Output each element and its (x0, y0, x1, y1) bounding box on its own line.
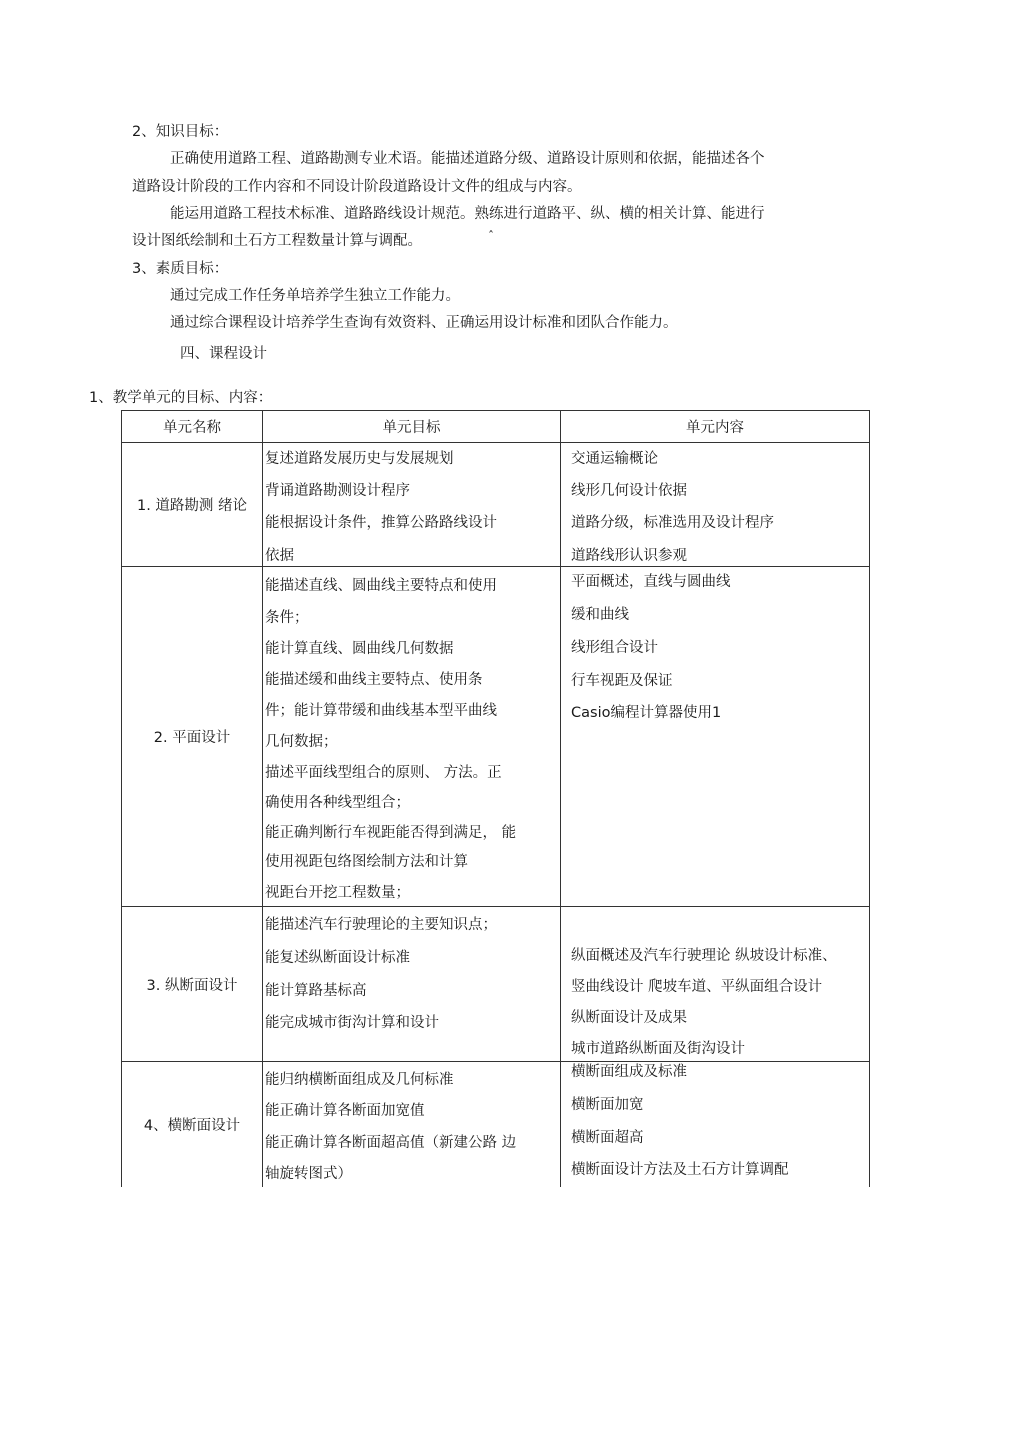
unit-name-cell: 3. 纵断面设计 (122, 907, 263, 1062)
content-line: 横断面组成及标准 (571, 1064, 687, 1080)
knowledge-paragraph-2-line-1: 能运用道路工程技术标准、道路路线设计规范。熟练进行道路平、纵、横的相关计算、能进行 (170, 206, 765, 222)
content-line: 横断面超高 (571, 1130, 644, 1146)
quality-line-2: 通过综合课程设计培养学生查询有效资料、正确运用设计标准和团队合作能力。 (170, 315, 678, 331)
content-line: Casio编程计算器使用1 (571, 705, 722, 721)
unit-name-cell: 2. 平面设计 (122, 567, 263, 907)
unit-contents-cell (561, 567, 870, 907)
content-line: 道路线形认识参观 (571, 548, 687, 564)
table-row (122, 443, 870, 567)
content-line: 行车视距及保证 (571, 673, 673, 689)
goal-line: 能描述缓和曲线主要特点、使用条 (265, 672, 483, 688)
knowledge-paragraph-1-line-2: 道路设计阶段的工作内容和不同设计阶段道路设计文件的组成与内容。 (132, 179, 582, 195)
table-header-row (122, 411, 870, 443)
content-line: 交通运输概论 (571, 451, 658, 467)
teaching-units-table (121, 410, 870, 1187)
table-caption: 1、教学单元的目标、内容： (89, 390, 273, 406)
content-line: 纵断面设计及成果 (571, 1010, 687, 1026)
goal-line: 件；能计算带缓和曲线基本型平曲线 (265, 703, 497, 719)
table-row (122, 567, 870, 907)
content-line: 城市道路纵断面及街沟设计 (571, 1041, 745, 1057)
unit-name-cell: 1. 道路勘测 绪论 (122, 443, 263, 567)
goal-line: 能根据设计条件，推算公路路线设计 (265, 515, 497, 531)
knowledge-paragraph-1-line-1: 正确使用道路工程、道路勘测专业术语。能描述道路分级、道路设计原则和依据，能描述各个 (170, 151, 765, 167)
quality-heading: 3、素质目标： (132, 261, 229, 277)
goal-line: 能正确判断行车视距能否得到满足， 能 (265, 825, 517, 841)
content-line: 缓和曲线 (571, 607, 629, 623)
caret-mark: ˆ (488, 229, 494, 243)
header-unit-contents: 单元内容 (561, 411, 870, 443)
content-line: 纵面概述及汽车行驶理论 纵坡设计标准、 (571, 948, 837, 964)
goal-line: 几何数据； (265, 734, 338, 750)
goal-line: 使用视距包络图绘制方法和计算 (265, 854, 468, 870)
knowledge-paragraph-2-line-2: 设计图纸绘制和土石方工程数量计算与调配。 (132, 233, 422, 249)
goal-line: 能正确计算各断面超高值（新建公路 边 (265, 1135, 517, 1151)
goal-line: 能计算路基标高 (265, 983, 367, 999)
goal-line: 能正确计算各断面加宽值 (265, 1103, 425, 1119)
section-title: 四、课程设计 (180, 346, 267, 362)
content-line: 平面概述，直线与圆曲线 (571, 574, 731, 590)
goal-line: 能计算直线、圆曲线几何数据 (265, 641, 454, 657)
content-line: 竖曲线设计 爬坡车道、平纵面组合设计 (571, 979, 823, 995)
goal-line: 依据 (265, 548, 294, 564)
unit-goals-cell (263, 443, 561, 567)
table-row (122, 1062, 870, 1187)
header-unit-goals: 单元目标 (263, 411, 561, 443)
table-row (122, 907, 870, 1062)
goal-line: 复述道路发展历史与发展规划 (265, 451, 454, 467)
goal-line: 条件； (265, 610, 309, 626)
header-unit-name: 单元名称 (122, 411, 263, 443)
unit-name-cell: 4、横断面设计 (122, 1062, 263, 1187)
goal-line: 能描述汽车行驶理论的主要知识点； (265, 917, 497, 933)
goal-line: 能描述直线、圆曲线主要特点和使用 (265, 578, 497, 594)
unit-contents-cell (561, 1062, 870, 1187)
unit-contents-cell (561, 443, 870, 567)
content-line: 横断面设计方法及土石方计算调配 (571, 1162, 789, 1178)
goal-line: 描述平面线型组合的原则、 方法。正 (265, 765, 502, 781)
goal-line: 视距台开挖工程数量； (265, 885, 410, 901)
quality-line-1: 通过完成工作任务单培养学生独立工作能力。 (170, 288, 460, 304)
unit-goals-cell (263, 1062, 561, 1187)
goal-line: 背诵道路勘测设计程序 (265, 483, 410, 499)
content-line: 道路分级，标准选用及设计程序 (571, 515, 774, 531)
goal-line: 确使用各种线型组合； (265, 795, 410, 811)
goal-line: 能完成城市街沟计算和设计 (265, 1015, 439, 1031)
content-line: 线形组合设计 (571, 640, 658, 656)
content-line: 横断面加宽 (571, 1097, 644, 1113)
unit-goals-cell (263, 907, 561, 1062)
unit-goals-cell (263, 567, 561, 907)
goal-line: 能复述纵断面设计标准 (265, 950, 410, 966)
goal-line: 轴旋转图式） (265, 1166, 352, 1182)
content-line: 线形几何设计依据 (571, 483, 687, 499)
goal-line: 能归纳横断面组成及几何标准 (265, 1072, 454, 1088)
knowledge-heading: 2、知识目标： (132, 124, 229, 140)
unit-contents-cell (561, 907, 870, 1062)
